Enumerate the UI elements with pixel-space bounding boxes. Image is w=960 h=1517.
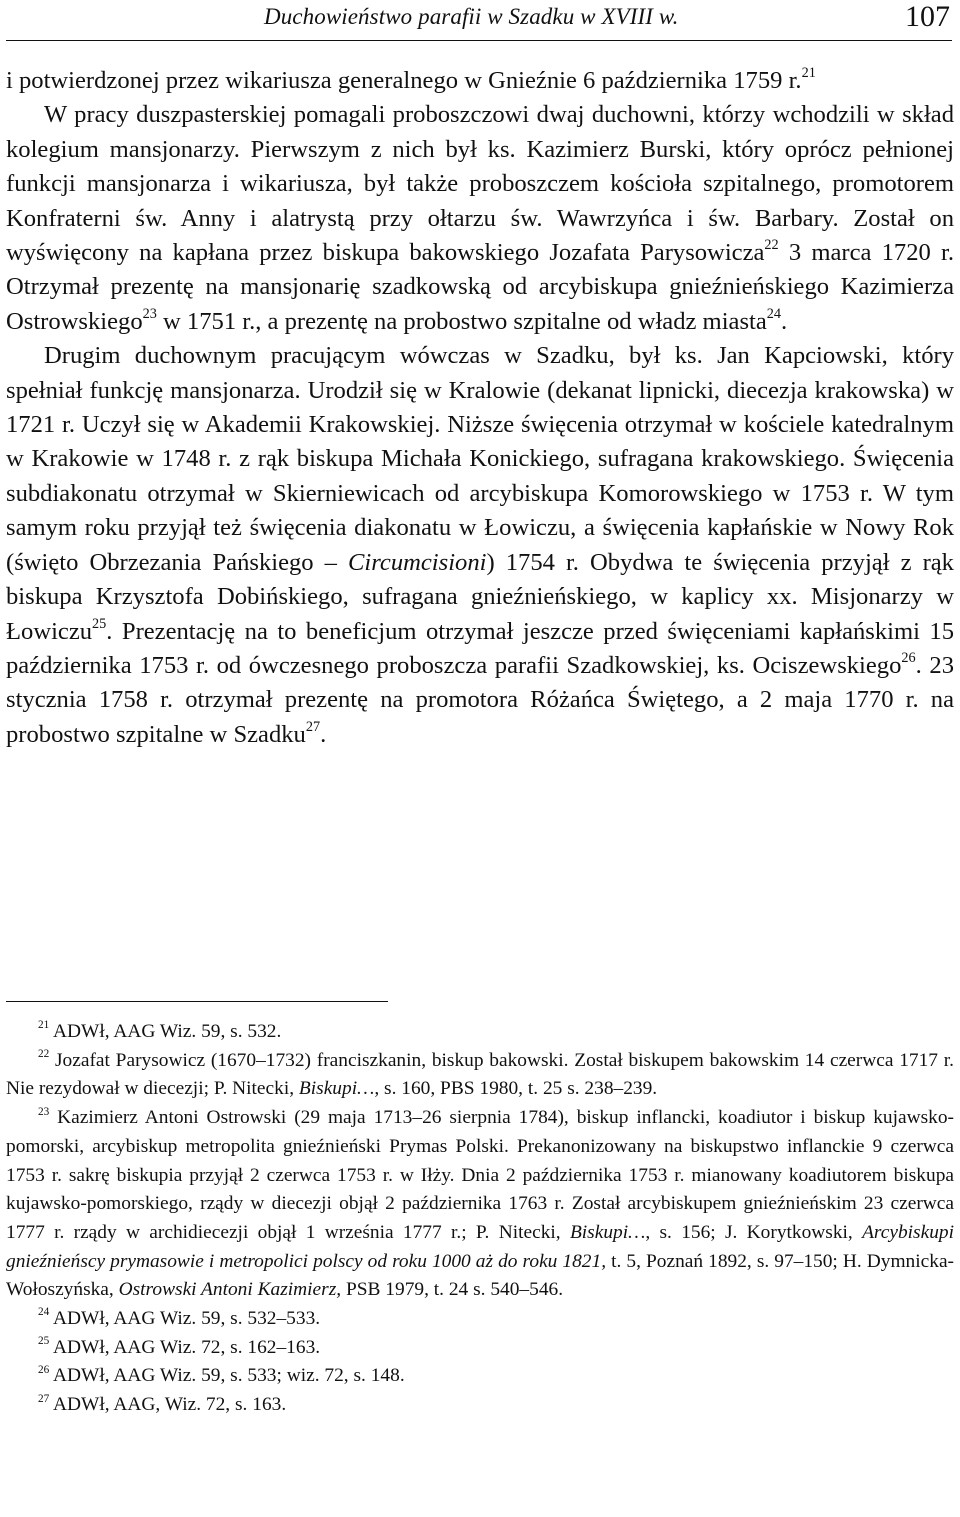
footnote-text: ADWł, AAG Wiz. 59, s. 532–533. xyxy=(49,1308,321,1330)
paragraph-2-text-a: W pracy duszpasterskiej pomagali proboszczowi dwaj duchowni, którzy wchodzili w skład kolegium mansjonarzy. Pierwszym z nich był ks. Kazimierz Burski, który oprócz pełnionej funkcji mansjonarza i wikariusza, był także proboszczem kościoła szpitalnego, promotorem Konfraterni św. Anny i alatrystą przy ołtarzu św. Wawrzyńca i św. Barbary. Został on wyświęcony na kapłana przez biskupa bakowskiego Jozafata Parysowicza xyxy=(6,101,954,267)
footnote-number: 24 xyxy=(38,1306,50,1319)
footnote-text: ADWł, AAG Wiz. 59, s. 533; wiz. 72, s. 148. xyxy=(49,1365,405,1387)
footnote-ref-26: 26 xyxy=(901,650,916,667)
footnote-number: 25 xyxy=(38,1335,50,1348)
paragraph-1-text: i potwierdzonej przez wikariusza generalnego w Gnieźnie 6 października 1759 r. xyxy=(6,67,802,94)
footnote-italic-2: Arcybiskupi gnieźnieńscy prymasowie i metropolici polscy od roku 1000 aż do roku 1821, xyxy=(6,1221,954,1272)
footnote-ref-24: 24 xyxy=(766,306,782,323)
footnote-italic-1: Biskupi… xyxy=(569,1221,646,1243)
footnote-italic-3: Ostrowski Antoni Kazimierz, xyxy=(118,1279,342,1301)
header-rule xyxy=(6,40,952,41)
footnote-22 xyxy=(6,1047,954,1104)
footnote-text: ADWł, AAG, Wiz. 72, s. 163. xyxy=(49,1394,287,1416)
footnote-text-b: , s. 160, PBS 1980, t. 25 s. 238–239. xyxy=(374,1078,658,1100)
footnote-text-b: , s. 156; J. Korytkowski, xyxy=(645,1221,863,1243)
paragraph-3-text-a: Drugim duchownym pracującym wówczas w Szadku, był ks. Jan Kapciowski, który spełniał funkcję mansjonarza. Urodził się w Kralowie (dekanat lipnicki, diecezja krakowska) w 1721 r. Uczył się w Akademii Krakowskiej. Niższe święcenia otrzymał w kościele katedralnym w Krakowie w 1748 r. z rąk biskupa Michała Konickiego, sufragana krakowskiego. Święcenia subdiakonatu otrzymał w Skierniewicach od arcybiskupa Komorowskiego w 1753 r. W tym samym roku przyjął też święcenia diakonatu w Łowiczu, a święcenia kapłańskie w Nowy Rok (święto Obrzezania Pańskiego – xyxy=(6,342,954,576)
footnote-ref-22: 22 xyxy=(764,237,779,254)
page-number: 107 xyxy=(905,0,950,33)
paragraph-2-text-b: 3 marca 1720 r. Otrzymał prezentę na mansjonarię szadkowską od arcybiskupa gnieźnieńskiego Kazimierza Ostrowskiego xyxy=(6,239,954,335)
paragraph-1 xyxy=(6,64,954,98)
footnote-ref-23: 23 xyxy=(142,306,157,323)
footnote-italic: Biskupi… xyxy=(298,1078,375,1100)
paragraph-3-text-c: . Prezentację na to beneficjum otrzymał jeszcze przed święceniami kapłańskimi 15 października 1753 r. od ówczesnego proboszcza parafii Szadkowskiej, ks. Ociszewskiego xyxy=(6,617,954,679)
footnote-number: 27 xyxy=(38,1392,50,1405)
footnote-24 xyxy=(6,1305,954,1334)
running-title: Duchowieństwo parafii w Szadku w XVIII w. xyxy=(264,4,679,29)
footnote-text-a: Jozafat Parysowicz (1670–1732) franciszkanin, biskup bakowski. Został biskupem bakowskim 14 czerwca 1717 r. Nie rezydował w diecezji; P. Nitecki, xyxy=(6,1049,954,1100)
footnote-text-c: t. 5, Poznań 1892, s. 97–150; H. Dymnicka-Wołoszyńska, xyxy=(6,1250,955,1301)
footnote-21 xyxy=(6,1018,954,1047)
paragraph-3-text-b: ) 1754 r. Obydwa te święcenia przyjął z rąk biskupa Krzysztofa Dobińskiego, sufragana gnieźnieńskiego, w kaplicy xx. Misjonarzy w Łowiczu xyxy=(6,548,954,645)
footnote-text: ADWł, AAG Wiz. 59, s. 532. xyxy=(49,1021,282,1042)
footnote-text-a: Kazimierz Antoni Ostrowski (29 maja 1713–26 sierpnia 1784), biskup inflancki, koadiutor i biskup kujawsko-pomorski, arcybiskup metropolita gnieźnieński Prymas Polski. Prekanonizowany na biskupstwo inflanckie 9 czerwca 1753 r. sakrę biskupia przyjął 2 czerwca 1753 r. w Iłży. Dnia 2 października 1753 r. mianowany koadiutorem biskupa kujawsko-pomorskiego, rządy w diecezji objął 2 października 1763 r. Został arcybiskupem gnieźnieńskim 23 czerwca 1777 r. rządy w archidiecezji objął 1 września 1777 r.; P. Nitecki, xyxy=(6,1107,954,1243)
footnote-number: 23 xyxy=(38,1105,50,1118)
footnote-25 xyxy=(6,1334,954,1363)
paragraph-2-text-c: w 1751 r., a prezentę na probostwo szpitalne od władz miasta xyxy=(156,307,767,335)
footnote-26 xyxy=(6,1362,954,1391)
footnote-number: 26 xyxy=(38,1363,50,1376)
footnote-ref-27: 27 xyxy=(305,719,321,736)
footnote-text: ADWł, AAG Wiz. 72, s. 162–163. xyxy=(49,1336,321,1358)
footnote-23 xyxy=(6,1104,954,1305)
footnote-separator xyxy=(6,1001,388,1002)
footnotes xyxy=(6,1018,954,1420)
footnote-number: 21 xyxy=(38,1019,50,1032)
footnote-ref-21: 21 xyxy=(801,65,816,82)
paragraph-2-text-d: . xyxy=(781,307,788,335)
paragraph-3-text-d: . 23 stycznia 1758 r. otrzymał prezentę na promotora Różańca Świętego, a 2 maja 1770 r. na probostwo szpitalne w Szadku xyxy=(6,651,954,748)
paragraph-3-italic: Circumcisioni xyxy=(348,548,487,576)
footnote-27 xyxy=(6,1391,954,1420)
paragraph-3 xyxy=(6,339,954,752)
paragraph-3-text-e: . xyxy=(320,720,327,748)
footnote-ref-25: 25 xyxy=(92,615,107,632)
footnote-number: 22 xyxy=(38,1048,50,1061)
main-text xyxy=(6,64,954,752)
footnote-text-d: PSB 1979, t. 24 s. 540–546. xyxy=(341,1279,564,1301)
paragraph-2 xyxy=(6,98,954,339)
page-header xyxy=(6,0,952,40)
